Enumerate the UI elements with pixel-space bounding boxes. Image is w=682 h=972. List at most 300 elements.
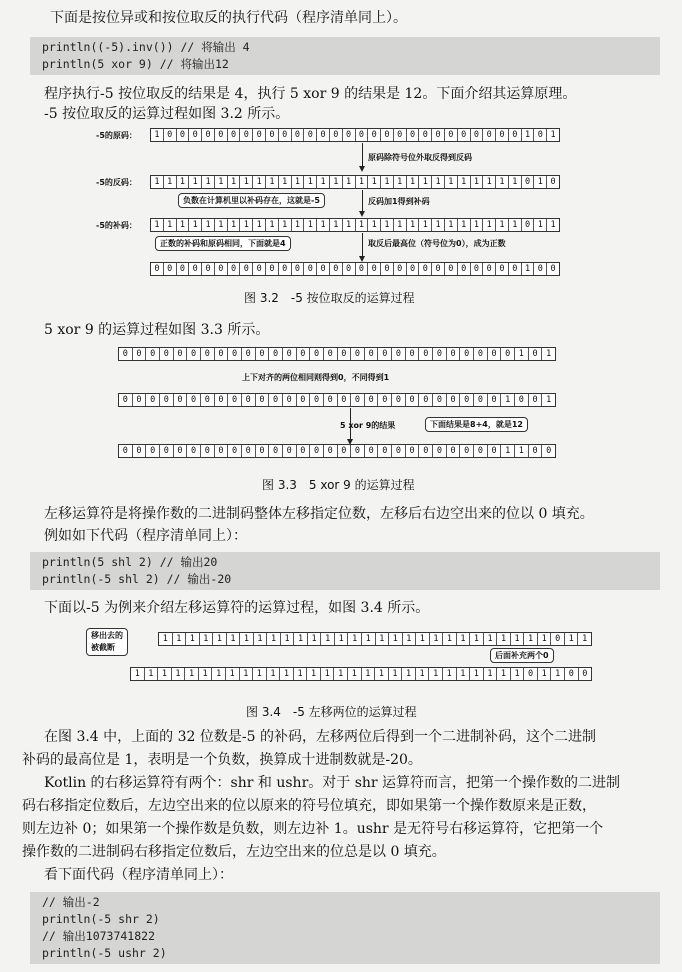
bit-cell: 0 <box>522 219 535 231</box>
bit-cell: 0 <box>174 445 188 457</box>
bit-cell: 0 <box>406 348 420 360</box>
bit-cell: 0 <box>356 129 369 141</box>
bit-cell: 0 <box>419 445 433 457</box>
bit-cell: 1 <box>267 633 281 645</box>
bit-cell: 1 <box>254 633 268 645</box>
bit-cell: 1 <box>228 219 241 231</box>
bit-cell: 0 <box>496 263 509 275</box>
bit-cell: 0 <box>228 394 242 406</box>
bit-cell: 0 <box>419 348 433 360</box>
bit-cell: 0 <box>529 394 543 406</box>
bit-cell: 1 <box>511 668 525 680</box>
bit-cell: 0 <box>406 445 420 457</box>
bit-cell: 0 <box>164 129 177 141</box>
bit-cell: 1 <box>215 176 228 188</box>
bit-row-inverse <box>150 175 560 189</box>
bit-cell: 1 <box>173 633 187 645</box>
bit-cell: 1 <box>317 176 330 188</box>
bit-row-complement <box>150 218 560 232</box>
bit-cell: 0 <box>269 348 283 360</box>
bit-cell: 1 <box>419 219 432 231</box>
bit-cell: 0 <box>356 263 369 275</box>
bit-cell: 0 <box>151 263 164 275</box>
bit-cell: 0 <box>133 445 147 457</box>
bit-cell: 0 <box>189 129 202 141</box>
bit-cell: 0 <box>550 177 556 187</box>
bit-cell: 0 <box>392 348 406 360</box>
bit-cell: 1 <box>159 633 173 645</box>
code-line: println(-5 shr 2) <box>42 912 160 926</box>
bit-cell: 0 <box>292 129 305 141</box>
bit-cell: 0 <box>474 394 488 406</box>
bit-cell: 1 <box>389 668 403 680</box>
row-label-inverse: -5的反码： <box>96 178 137 187</box>
figure-caption: 图 3.4 -5 左移两位的运算过程 <box>246 705 417 719</box>
bit-cell: 0 <box>445 263 458 275</box>
intro-text: 下面是按位异或和按位取反的执行代码（程序清单同上）。 <box>50 10 407 26</box>
bit-cell: 0 <box>310 394 324 406</box>
bit-cell: 0 <box>534 263 547 275</box>
bit-cell: 0 <box>460 348 474 360</box>
bit-cell: 0 <box>266 263 279 275</box>
bit-cell: 0 <box>496 129 509 141</box>
bit-cell: 1 <box>407 219 420 231</box>
bit-cell: 0 <box>146 445 160 457</box>
bit-cell: 0 <box>419 263 432 275</box>
callout <box>86 628 128 656</box>
bit-cell: 0 <box>529 348 543 360</box>
bit-cell: 0 <box>529 445 543 457</box>
bit-cell: 1 <box>524 633 538 645</box>
bit-cell: 1 <box>538 633 552 645</box>
bit-cell: 0 <box>279 263 292 275</box>
bit-cell: 1 <box>470 633 484 645</box>
bit-cell: 1 <box>199 668 213 680</box>
bit-cell: 0 <box>338 348 352 360</box>
bit-cell: 0 <box>474 445 488 457</box>
paragraph-line: Kotlin 的右移运算符有两个：shr 和 ushr。对于 shr 运算符而言，把第一个操作数的二进制 <box>44 775 621 791</box>
bit-row-result <box>150 262 560 276</box>
annotation: 上下对齐的两位相同则得到0，不同得到1 <box>242 373 390 382</box>
paragraph-line: 码右移指定位数后，左边空出来的位以原来的符号位填充，即如果第一个操作数原来是正数， <box>22 798 596 814</box>
bit-cell: 1 <box>145 668 159 680</box>
bit-cell: 1 <box>202 176 215 188</box>
bit-cell: 0 <box>292 263 305 275</box>
bit-cell: 0 <box>164 263 177 275</box>
bit-cell: 0 <box>419 394 433 406</box>
bit-cell: 0 <box>330 129 343 141</box>
bit-cell: 0 <box>365 445 379 457</box>
bit-cell: 0 <box>351 348 365 360</box>
bit-cell: 1 <box>343 176 356 188</box>
bit-cell: 1 <box>432 219 445 231</box>
bit-cell: 0 <box>368 263 381 275</box>
bit-cell: 1 <box>443 633 457 645</box>
bit-cell: 0 <box>368 129 381 141</box>
bit-cell: 1 <box>471 176 484 188</box>
bit-cell: 0 <box>394 129 407 141</box>
bit-cell: 0 <box>524 668 538 680</box>
paragraph: 5 xor 9 的运算过程如图 3.3 所示。 <box>44 322 270 338</box>
bit-cell: 1 <box>131 668 145 680</box>
bit-cell: 0 <box>253 129 266 141</box>
bit-cell: 1 <box>227 633 241 645</box>
bit-cell: 1 <box>582 634 588 644</box>
bit-cell: 1 <box>484 668 498 680</box>
bit-cell: 0 <box>228 263 241 275</box>
bit-cell: 1 <box>375 668 389 680</box>
bit-cell: 1 <box>432 176 445 188</box>
bit-cell: 0 <box>458 263 471 275</box>
bit-cell: 0 <box>351 394 365 406</box>
bit-row-bottom <box>130 667 592 681</box>
bit-cell: 1 <box>177 176 190 188</box>
code-line: println(5 xor 9) // 将输出12 <box>42 57 229 71</box>
bit-cell: 0 <box>174 348 188 360</box>
bit-cell: 0 <box>522 176 535 188</box>
bit-cell: 0 <box>253 263 266 275</box>
bit-cell: 0 <box>471 263 484 275</box>
bit-cell: 0 <box>392 394 406 406</box>
arrow-down-icon <box>362 233 363 257</box>
bit-cell: 1 <box>172 668 186 680</box>
bit-cell: 0 <box>177 263 190 275</box>
bit-cell: 0 <box>365 348 379 360</box>
bit-cell: 1 <box>266 176 279 188</box>
bit-cell: 0 <box>283 348 297 360</box>
bit-cell: 0 <box>201 394 215 406</box>
bit-cell: 0 <box>381 263 394 275</box>
bit-cell: 1 <box>158 668 172 680</box>
bit-cell: 0 <box>433 445 447 457</box>
bit-cell: 0 <box>534 129 547 141</box>
code-line: // 输出1073741822 <box>42 929 156 943</box>
bit-cell: 1 <box>240 219 253 231</box>
code-block-3 <box>30 892 660 964</box>
bit-cell: 0 <box>460 445 474 457</box>
callout: 后面补充两个0 <box>490 648 554 663</box>
bit-cell: 1 <box>430 633 444 645</box>
bit-cell: 1 <box>497 668 511 680</box>
bit-cell: 1 <box>402 668 416 680</box>
bit-cell: 1 <box>267 668 281 680</box>
arrow-down-icon <box>362 190 363 212</box>
bit-cell: 1 <box>550 220 556 230</box>
bit-cell: 1 <box>202 219 215 231</box>
bit-cell: 1 <box>394 219 407 231</box>
bit-cell: 0 <box>242 394 256 406</box>
paragraph: 下面以-5 为例来介绍左移运算符的运算过程，如图 3.4 所示。 <box>44 600 430 616</box>
bit-cell: 1 <box>511 633 525 645</box>
bit-cell: 1 <box>483 219 496 231</box>
bit-cell: 1 <box>501 394 515 406</box>
bit-cell: 1 <box>403 633 417 645</box>
bit-cell: 1 <box>546 395 552 405</box>
bit-cell: 0 <box>297 445 311 457</box>
bit-cell: 0 <box>351 445 365 457</box>
bit-cell: 0 <box>189 263 202 275</box>
bit-cell: 1 <box>471 219 484 231</box>
bit-cell: 0 <box>343 263 356 275</box>
bit-cell: 0 <box>515 394 529 406</box>
figure-caption: 图 3.3 5 xor 9 的运算过程 <box>262 478 415 492</box>
bit-cell: 1 <box>445 176 458 188</box>
bit-cell: 0 <box>474 348 488 360</box>
bit-cell: 0 <box>338 445 352 457</box>
callout-line: 被截断 <box>91 643 115 652</box>
bit-cell: 0 <box>283 445 297 457</box>
bit-cell: 1 <box>240 668 254 680</box>
paragraph-line: 补码的最高位是 1，表明是一个负数，换算成十进制数就是-20。 <box>22 752 422 768</box>
bit-cell: 1 <box>534 176 547 188</box>
bit-cell: 1 <box>445 219 458 231</box>
bit-cell: 1 <box>307 668 321 680</box>
bit-cell: 1 <box>522 129 535 141</box>
bit-cell: 1 <box>348 668 362 680</box>
bit-cell: 0 <box>392 445 406 457</box>
bit-cell: 1 <box>509 219 522 231</box>
bit-cell: 1 <box>200 633 214 645</box>
bit-cell: 0 <box>458 129 471 141</box>
bit-cell: 1 <box>294 633 308 645</box>
bit-cell: 0 <box>488 445 502 457</box>
bit-cell: 0 <box>432 263 445 275</box>
callout: 正数的补码和原码相同，下面就是4 <box>155 236 291 251</box>
bit-cell: 0 <box>228 348 242 360</box>
bit-cell: 0 <box>160 445 174 457</box>
bit-cell: 0 <box>266 129 279 141</box>
bit-cell: 1 <box>565 633 579 645</box>
bit-cell: 1 <box>304 176 317 188</box>
annotation: 原码除符号位外取反得到反码 <box>368 153 472 162</box>
bit-cell: 0 <box>324 445 338 457</box>
bit-row-top <box>158 632 592 646</box>
bit-cell: 0 <box>394 263 407 275</box>
bit-cell: 1 <box>334 668 348 680</box>
bit-cell: 1 <box>376 633 390 645</box>
bit-cell: 1 <box>443 668 457 680</box>
bit-cell: 0 <box>279 129 292 141</box>
bit-cell: 1 <box>151 129 164 141</box>
bit-cell: 0 <box>324 394 338 406</box>
bit-cell: 0 <box>283 394 297 406</box>
bit-cell: 0 <box>201 445 215 457</box>
bit-cell: 1 <box>497 633 511 645</box>
bit-cell: 0 <box>269 445 283 457</box>
bit-cell: 1 <box>330 176 343 188</box>
bit-cell: 1 <box>368 176 381 188</box>
bit-cell: 1 <box>429 668 443 680</box>
bit-cell: 0 <box>240 263 253 275</box>
bit-cell: 0 <box>546 446 552 456</box>
bit-cell: 0 <box>447 394 461 406</box>
bit-cell: 1 <box>215 219 228 231</box>
bit-cell: 1 <box>381 176 394 188</box>
annotation: 5 xor 9的结果 <box>340 421 396 430</box>
bit-cell: 1 <box>356 219 369 231</box>
bit-cell: 1 <box>304 219 317 231</box>
bit-cell: 0 <box>256 348 270 360</box>
bit-cell: 1 <box>419 176 432 188</box>
bit-cell: 1 <box>483 176 496 188</box>
bit-cell: 0 <box>177 129 190 141</box>
annotation: 取反后最高位（符号位为0），成为正数 <box>368 239 506 248</box>
bit-cell: 1 <box>458 176 471 188</box>
bit-cell: 1 <box>164 219 177 231</box>
paragraph: -5 按位取反的运算过程如图 3.2 所示。 <box>44 106 290 122</box>
bit-cell: 0 <box>187 348 201 360</box>
bit-cell: 1 <box>501 445 515 457</box>
bit-cell: 1 <box>362 633 376 645</box>
bit-cell: 0 <box>483 129 496 141</box>
bit-cell: 0 <box>297 394 311 406</box>
code-block-1 <box>30 37 660 75</box>
bit-cell: 1 <box>534 219 547 231</box>
paragraph: 例如如下代码（程序清单同上）： <box>44 528 247 544</box>
bit-cell: 0 <box>160 394 174 406</box>
bit-row-result <box>118 444 556 458</box>
bit-cell: 0 <box>365 394 379 406</box>
bit-cell: 1 <box>253 668 267 680</box>
bit-cell: 1 <box>343 219 356 231</box>
bit-cell: 0 <box>488 394 502 406</box>
bit-cell: 1 <box>266 219 279 231</box>
bit-cell: 0 <box>460 394 474 406</box>
bit-cell: 0 <box>310 445 324 457</box>
bit-cell: 1 <box>240 176 253 188</box>
bit-cell: 1 <box>457 668 471 680</box>
bit-cell: 0 <box>242 445 256 457</box>
bit-cell: 0 <box>133 348 147 360</box>
bit-cell: 0 <box>133 394 147 406</box>
bit-cell: 0 <box>215 394 229 406</box>
bit-cell: 0 <box>433 394 447 406</box>
bit-cell: 0 <box>215 129 228 141</box>
bit-cell: 1 <box>228 176 241 188</box>
bit-cell: 1 <box>496 176 509 188</box>
paragraph: 程序执行-5 按位取反的结果是 4，执行 5 xor 9 的结果是 12。下面介绍其运算原理。 <box>44 86 577 102</box>
bit-cell: 0 <box>447 348 461 360</box>
bit-row-a <box>118 347 556 361</box>
bit-cell: 1 <box>279 176 292 188</box>
bit-cell: 1 <box>458 219 471 231</box>
bit-cell: 1 <box>317 219 330 231</box>
bit-cell: 0 <box>317 129 330 141</box>
annotation: 反码加1得到补码 <box>368 197 430 206</box>
bit-cell: 1 <box>226 668 240 680</box>
arrow-down-icon <box>362 143 363 167</box>
bit-cell: 0 <box>242 348 256 360</box>
bit-cell: 0 <box>509 263 522 275</box>
paragraph-line: 在图 3.4 中，上面的 32 位数是-5 的补码，左移两位后得到一个二进制补码，这个二进制 <box>44 729 596 745</box>
bit-cell: 0 <box>215 263 228 275</box>
bit-cell: 0 <box>501 348 515 360</box>
bit-cell: 1 <box>381 219 394 231</box>
bit-cell: 1 <box>253 219 266 231</box>
bit-cell: 0 <box>488 348 502 360</box>
bit-cell: 0 <box>228 129 241 141</box>
bit-cell: 0 <box>304 263 317 275</box>
bit-cell: 0 <box>146 394 160 406</box>
paragraph-line: 则左边补 0；如果第一个操作数是负数，则左边补 1。ushr 是无符号右移运算符，它把第一个 <box>22 821 604 837</box>
bit-cell: 1 <box>416 668 430 680</box>
code-line: println((-5).inv()) // 将输出 4 <box>42 40 250 54</box>
bit-cell: 1 <box>292 219 305 231</box>
bit-cell: 1 <box>186 633 200 645</box>
bit-cell: 1 <box>551 668 565 680</box>
bit-cell: 1 <box>279 219 292 231</box>
bit-cell: 1 <box>253 176 266 188</box>
bit-cell: 0 <box>160 348 174 360</box>
code-line: // 输出-2 <box>42 895 100 909</box>
bit-cell: 0 <box>256 445 270 457</box>
bit-cell: 0 <box>378 445 392 457</box>
bit-cell: 0 <box>447 445 461 457</box>
bit-cell: 0 <box>381 129 394 141</box>
bit-cell: 1 <box>362 668 376 680</box>
bit-cell: 1 <box>151 176 164 188</box>
bit-cell: 1 <box>280 668 294 680</box>
callout: 下面结果是8+4，就是12 <box>425 417 528 432</box>
bit-cell: 0 <box>509 129 522 141</box>
bit-cell: 0 <box>324 348 338 360</box>
bit-cell: 1 <box>240 633 254 645</box>
bit-cell: 0 <box>445 129 458 141</box>
bit-cell: 0 <box>187 394 201 406</box>
bit-cell: 1 <box>515 348 529 360</box>
bit-cell: 0 <box>565 668 579 680</box>
bit-cell: 0 <box>330 263 343 275</box>
bit-cell: 0 <box>310 348 324 360</box>
bit-cell: 1 <box>522 263 535 275</box>
bit-cell: 0 <box>550 264 556 274</box>
bit-cell: 0 <box>297 348 311 360</box>
bit-cell: 0 <box>407 129 420 141</box>
bit-cell: 1 <box>321 668 335 680</box>
bit-cell: 0 <box>483 263 496 275</box>
bit-cell: 1 <box>330 219 343 231</box>
bit-cell: 0 <box>432 129 445 141</box>
bit-cell: 1 <box>213 633 227 645</box>
bit-cell: 1 <box>185 668 199 680</box>
bit-cell: 0 <box>119 445 133 457</box>
bit-cell: 1 <box>335 633 349 645</box>
bit-cell: 0 <box>215 348 229 360</box>
code-block-2 <box>30 552 660 590</box>
bit-cell: 1 <box>164 176 177 188</box>
bit-cell: 0 <box>187 445 201 457</box>
bit-cell: 0 <box>378 394 392 406</box>
bit-cell: 1 <box>394 176 407 188</box>
bit-cell: 0 <box>228 445 242 457</box>
bit-cell: 0 <box>433 348 447 360</box>
bit-cell: 1 <box>321 633 335 645</box>
bit-cell: 0 <box>119 394 133 406</box>
bit-cell: 1 <box>509 176 522 188</box>
callout-line: 移出去的 <box>91 631 123 640</box>
bit-cell: 0 <box>146 348 160 360</box>
bit-cell: 1 <box>292 176 305 188</box>
code-line: println(-5 shl 2) // 输出-20 <box>42 572 232 586</box>
bit-cell: 0 <box>406 394 420 406</box>
callout: 负数在计算机里以补码存在，这就是-5 <box>178 193 325 208</box>
bit-cell: 1 <box>416 633 430 645</box>
bit-cell: 0 <box>551 633 565 645</box>
row-label-complement: -5的补码： <box>96 221 137 230</box>
bit-cell: 1 <box>457 633 471 645</box>
bit-row-b <box>118 393 556 407</box>
bit-cell: 1 <box>177 219 190 231</box>
